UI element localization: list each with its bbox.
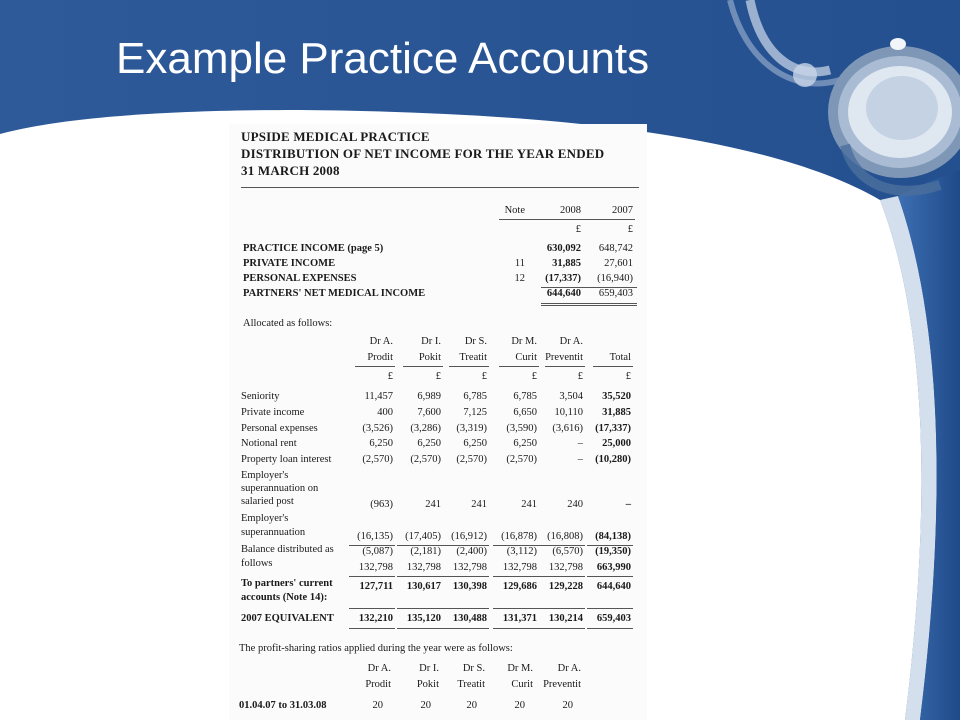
allocation-col-rule	[593, 366, 633, 367]
allocation-cell: 659,403	[596, 613, 631, 624]
allocation-cell: –	[577, 454, 583, 465]
allocation-rule	[587, 628, 633, 629]
allocation-cell: 6,250	[369, 438, 393, 449]
summary-row-label: PRIVATE INCOME	[243, 258, 336, 269]
allocation-cell: (3,286)	[410, 423, 441, 434]
allocation-cell: 131,371	[502, 613, 537, 624]
allocation-cell: 6,785	[513, 391, 537, 402]
allocation-col-title: Dr I.	[421, 336, 441, 347]
practice-name: UPSIDE MEDICAL PRACTICE	[241, 129, 430, 144]
summary-total-rule	[541, 303, 637, 304]
allocation-row-label: Notional rent	[241, 438, 297, 449]
summary-row-label: PARTNERS' NET MEDICAL INCOME	[243, 288, 426, 299]
allocation-cell: (2,570)	[456, 454, 487, 465]
allocation-cell: –	[577, 438, 583, 449]
allocation-cell: 241	[471, 499, 487, 510]
summary-row-2007: 648,742	[598, 243, 633, 254]
allocation-cell: (3,590)	[506, 423, 537, 434]
allocation-cell: 240	[567, 499, 583, 510]
allocation-cell: (16,878)	[501, 531, 537, 542]
allocation-col-title: Dr A.	[369, 336, 393, 347]
allocation-cell: (6,570)	[552, 546, 583, 557]
allocation-cell: 132,798	[452, 562, 487, 573]
ratios-col-title: Dr I.	[419, 663, 439, 674]
summary-row-label: PERSONAL EXPENSES	[243, 273, 357, 284]
allocation-col-currency: £	[577, 371, 583, 382]
allocation-cell: 6,989	[417, 391, 441, 402]
allocation-row-label: superannuation	[241, 527, 306, 538]
ratios-cell: 20	[514, 700, 525, 711]
allocation-rule	[539, 608, 585, 609]
summary-total-rule-2	[541, 305, 637, 306]
allocation-cell: 241	[425, 499, 441, 510]
allocation-cell: 135,120	[406, 613, 441, 624]
allocation-rule	[349, 545, 395, 546]
slide-title: Example Practice Accounts	[116, 34, 650, 83]
allocation-cell: 7,600	[417, 407, 441, 418]
allocation-cell: (2,570)	[410, 454, 441, 465]
document-date: 31 MARCH 2008	[241, 163, 340, 178]
allocation-col-title: Dr M.	[511, 336, 537, 347]
allocation-cell: 132,798	[358, 562, 393, 573]
allocation-cell: 6,250	[513, 438, 537, 449]
allocation-cell: (963)	[370, 499, 393, 510]
allocation-row-label: salaried post	[241, 496, 294, 507]
allocation-cell: 130,617	[406, 581, 441, 592]
allocation-cell: 6,250	[463, 438, 487, 449]
allocation-cell: 644,640	[596, 581, 631, 592]
summary-row-2007: 27,601	[604, 258, 633, 269]
allocation-col-name: Pokit	[418, 352, 441, 363]
allocation-col-currency: £	[625, 371, 631, 382]
allocation-rule	[397, 628, 443, 629]
summary-header-note: Note	[504, 205, 525, 216]
summary-row-2008: 31,885	[552, 258, 581, 269]
ratios-cell: 20	[466, 700, 477, 711]
summary-row-2007: (16,940)	[597, 273, 633, 284]
allocation-cell: 130,488	[452, 613, 487, 624]
allocation-cell: (3,112)	[506, 546, 537, 557]
ratios-col-title: Dr S.	[462, 663, 485, 674]
allocation-rule	[443, 608, 489, 609]
allocation-row-label: Balance distributed as	[241, 544, 334, 555]
allocation-col-title: Dr S.	[464, 336, 487, 347]
summary-row-label: PRACTICE INCOME (page 5)	[243, 243, 384, 254]
allocation-rule	[493, 576, 539, 577]
ratios-col-name: Curit	[511, 679, 533, 690]
allocation-col-rule	[499, 366, 539, 367]
allocation-cell: (5,087)	[362, 546, 393, 557]
allocation-rule	[349, 608, 395, 609]
allocation-cell: 400	[377, 407, 393, 418]
allocation-rule	[493, 608, 539, 609]
header-rule	[241, 187, 639, 188]
allocation-col-rule	[403, 366, 443, 367]
allocation-row-label: follows	[241, 558, 273, 569]
allocation-rule	[587, 576, 633, 577]
allocation-rule	[493, 628, 539, 629]
allocation-cell: (16,135)	[357, 531, 393, 542]
allocation-row-label: 2007 EQUIVALENT	[241, 613, 334, 624]
summary-header-rule	[499, 219, 635, 220]
ratios-intro: The profit-sharing ratios applied during the year were as follows:	[239, 643, 513, 654]
allocation-rule	[539, 576, 585, 577]
allocation-cell: –	[625, 499, 631, 510]
allocation-cell: (84,138)	[595, 531, 631, 542]
allocation-rule	[587, 545, 633, 546]
allocation-col-rule	[449, 366, 489, 367]
allocation-cell: 129,228	[548, 581, 583, 592]
allocation-rule	[349, 628, 395, 629]
ratios-cell: 20	[372, 700, 383, 711]
allocation-row-label: Seniority	[241, 391, 280, 402]
allocation-row-label: superannuation on	[241, 483, 319, 494]
allocation-cell: 3,504	[559, 391, 583, 402]
allocation-cell: 241	[521, 499, 537, 510]
summary-currency-2007: £	[627, 224, 633, 235]
allocation-cell: 25,000	[602, 438, 631, 449]
allocation-cell: (2,400)	[456, 546, 487, 557]
summary-row-2007: 659,403	[598, 288, 633, 299]
document-heading: DISTRIBUTION OF NET INCOME FOR THE YEAR ENDED	[241, 146, 605, 161]
allocation-cell: 6,785	[463, 391, 487, 402]
summary-row-2008: 630,092	[546, 243, 581, 254]
allocation-col-name: Treatit	[459, 352, 487, 363]
ratios-cell: 20	[420, 700, 431, 711]
allocation-cell: 130,398	[452, 581, 487, 592]
ratios-period: 01.04.07 to 31.03.08	[239, 700, 327, 711]
allocation-cell: 132,210	[358, 613, 393, 624]
allocation-col-name: Curit	[515, 352, 537, 363]
allocation-col-currency: £	[481, 371, 487, 382]
allocation-row-label: Employer's	[241, 470, 289, 481]
allocation-rule	[397, 608, 443, 609]
allocation-rule	[539, 545, 585, 546]
summary-header-2008: 2008	[560, 205, 581, 216]
summary-header-2007: 2007	[612, 205, 633, 216]
allocation-col-title: Dr A.	[559, 336, 583, 347]
accounts-document	[229, 124, 647, 720]
allocation-rule	[443, 576, 489, 577]
ratios-col-title: Dr A.	[557, 663, 581, 674]
allocation-row-label: Personal expenses	[241, 423, 318, 434]
allocation-col-currency: £	[531, 371, 537, 382]
ratios-col-name: Pokit	[416, 679, 439, 690]
ratios-col-name: Prodit	[365, 679, 391, 690]
allocation-row-label: Employer's	[241, 513, 289, 524]
allocation-cell: 132,798	[548, 562, 583, 573]
allocation-rule	[539, 628, 585, 629]
allocation-cell: (16,912)	[451, 531, 487, 542]
allocation-cell: 127,711	[359, 581, 393, 592]
allocation-rule	[397, 545, 443, 546]
allocation-col-currency: £	[435, 371, 441, 382]
allocation-cell: (2,570)	[362, 454, 393, 465]
ratios-cell: 20	[562, 700, 573, 711]
allocation-col-name: Prodit	[367, 352, 393, 363]
summary-subtotal-rule	[541, 287, 637, 288]
allocation-rule	[587, 608, 633, 609]
allocation-cell: 663,990	[596, 562, 631, 573]
allocation-cell: 6,650	[513, 407, 537, 418]
allocation-col-name: Total	[609, 352, 631, 363]
allocation-col-rule	[545, 366, 585, 367]
summary-row-note: 11	[514, 258, 525, 269]
allocation-cell: 129,686	[502, 581, 537, 592]
allocated-label: Allocated as follows:	[243, 318, 333, 329]
allocation-cell: 35,520	[602, 391, 631, 402]
allocation-cell: (10,280)	[595, 454, 631, 465]
ratios-col-title: Dr A.	[367, 663, 391, 674]
allocation-rule	[443, 545, 489, 546]
summary-row-2008: 644,640	[546, 288, 581, 299]
allocation-cell: 7,125	[463, 407, 487, 418]
allocation-cell: (16,808)	[547, 531, 583, 542]
allocation-cell: (2,570)	[506, 454, 537, 465]
allocation-cell: 31,885	[602, 407, 631, 418]
allocation-cell: 6,250	[417, 438, 441, 449]
allocation-cell: 132,798	[502, 562, 537, 573]
allocation-col-name: Preventit	[545, 352, 583, 363]
allocation-col-rule	[355, 366, 395, 367]
ratios-col-name: Treatit	[457, 679, 485, 690]
allocation-row-label: Private income	[241, 407, 305, 418]
allocation-rule	[493, 545, 539, 546]
allocation-cell: (3,616)	[552, 423, 583, 434]
allocation-row-label: To partners' current	[241, 578, 333, 589]
allocation-col-currency: £	[387, 371, 393, 382]
allocation-cell: (17,405)	[405, 531, 441, 542]
allocation-cell: (3,319)	[456, 423, 487, 434]
summary-currency-2008: £	[575, 224, 581, 235]
ratios-col-name: Preventit	[543, 679, 581, 690]
allocation-cell: 11,457	[364, 391, 393, 402]
allocation-cell: (2,181)	[410, 546, 441, 557]
allocation-row-label: Property loan interest	[241, 454, 332, 465]
allocation-cell: 10,110	[554, 407, 583, 418]
summary-row-note: 12	[514, 273, 525, 284]
allocation-cell: 132,798	[406, 562, 441, 573]
allocation-cell: (3,526)	[362, 423, 393, 434]
allocation-cell: (19,350)	[595, 546, 631, 557]
allocation-cell: (17,337)	[595, 423, 631, 434]
allocation-cell: 130,214	[548, 613, 583, 624]
allocation-row-label: accounts (Note 14):	[241, 592, 328, 603]
stethoscope-icon	[720, 0, 960, 215]
ratios-col-title: Dr M.	[507, 663, 533, 674]
allocation-rule	[443, 628, 489, 629]
allocation-rule	[397, 576, 443, 577]
summary-row-2008: (17,337)	[545, 273, 581, 284]
allocation-rule	[349, 576, 395, 577]
